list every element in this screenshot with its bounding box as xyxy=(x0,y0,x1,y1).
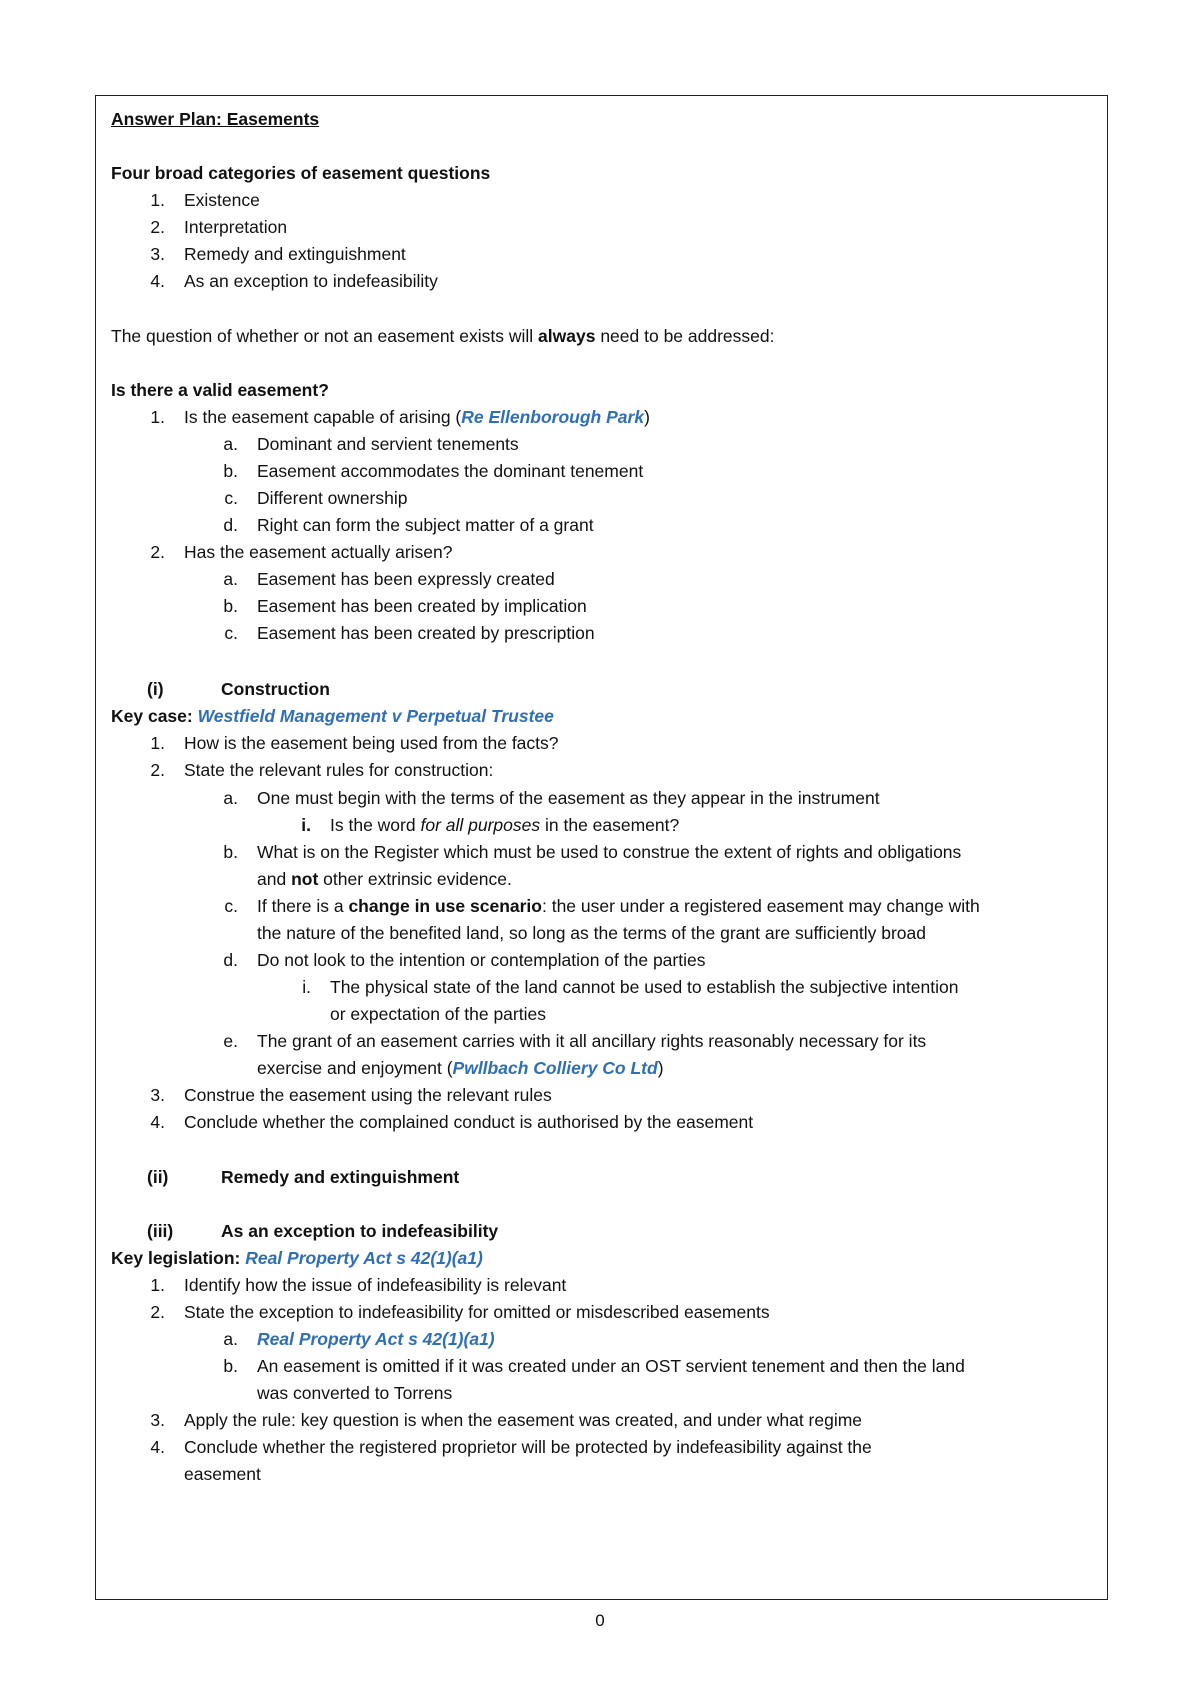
list-item: Easement has been created by implication xyxy=(257,596,587,616)
list-roman: i. xyxy=(302,977,311,997)
list-letter: c. xyxy=(224,488,238,508)
list-item: Apply the rule: key question is when the easement was created, and under what regime xyxy=(184,1410,863,1430)
list-item: State the relevant rules for construction: xyxy=(184,760,494,780)
list-item: Is the easement capable of arising (Re Ellenborough Park) xyxy=(184,407,650,427)
list-letter: b. xyxy=(223,461,238,481)
list-item: Conclude whether the registered proprietor will be protected by indefeasibility against the xyxy=(184,1437,872,1457)
case-citation: Westfield Management v Perpetual Trustee xyxy=(197,706,554,726)
list-item: Easement has been created by prescription xyxy=(257,623,595,643)
list-item: Is the word for all purposes in the easement? xyxy=(330,815,680,835)
list-item-continuation: or expectation of the parties xyxy=(330,1004,546,1024)
section-number: (i) xyxy=(147,679,164,699)
list-letter: d. xyxy=(223,950,238,970)
list-item-continuation: was converted to Torrens xyxy=(257,1383,453,1403)
section-heading: Construction xyxy=(221,679,330,699)
list-item: An easement is omitted if it was created under an OST servient tenement and then the land xyxy=(257,1356,965,1376)
list-item: Easement accommodates the dominant tenement xyxy=(257,461,644,481)
list-number: 2. xyxy=(150,217,165,237)
list-number: 1. xyxy=(150,407,165,427)
list-item: As an exception to indefeasibility xyxy=(184,271,438,291)
list-item: Interpretation xyxy=(184,217,288,237)
list-item: The physical state of the land cannot be used to establish the subjective intention xyxy=(330,977,959,997)
list-item: Identify how the issue of indefeasibility is relevant xyxy=(184,1275,567,1295)
key-legislation-line: Key legislation: Real Property Act s 42(1)(a1) xyxy=(111,1248,483,1268)
list-letter: c. xyxy=(224,623,238,643)
list-number: 4. xyxy=(150,1437,165,1457)
list-item: The grant of an easement carries with it all ancillary rights reasonably necessary for its xyxy=(257,1031,927,1051)
list-number: 2. xyxy=(150,760,165,780)
list-number: 4. xyxy=(150,271,165,291)
list-item: One must begin with the terms of the easement as they appear in the instrument xyxy=(257,788,880,808)
list-number: 3. xyxy=(150,1085,165,1105)
section-number: (iii) xyxy=(147,1221,174,1241)
section-heading: Remedy and extinguishment xyxy=(221,1167,460,1187)
legislation-citation: Real Property Act s 42(1)(a1) xyxy=(245,1248,483,1268)
list-roman: i. xyxy=(301,815,311,835)
list-letter: a. xyxy=(223,1329,238,1349)
list-number: 1. xyxy=(150,733,165,753)
list-number: 1. xyxy=(150,1275,165,1295)
list-letter: b. xyxy=(223,1356,238,1376)
case-citation: Pwllbach Colliery Co Ltd xyxy=(452,1058,658,1078)
list-item: Different ownership xyxy=(257,488,408,508)
list-item-continuation: exercise and enjoyment (Pwllbach Colliery Co Ltd) xyxy=(257,1058,664,1078)
section-number: (ii) xyxy=(147,1167,169,1187)
list-item: Has the easement actually arisen? xyxy=(184,542,453,562)
list-number: 2. xyxy=(150,1302,165,1322)
list-item: State the exception to indefeasibility for omitted or misdescribed easements xyxy=(184,1302,770,1322)
list-letter: b. xyxy=(223,842,238,862)
list-item: Right can form the subject matter of a grant xyxy=(257,515,594,535)
case-citation: Re Ellenborough Park xyxy=(461,407,645,427)
document-title: Answer Plan: Easements xyxy=(111,109,320,129)
list-item: Conclude whether the complained conduct is authorised by the easement xyxy=(184,1112,754,1132)
page-number: 0 xyxy=(595,1611,605,1630)
intro-paragraph: The question of whether or not an easement exists will always need to be addressed: xyxy=(111,326,775,346)
list-letter: e. xyxy=(223,1031,238,1051)
list-item: Remedy and extinguishment xyxy=(184,244,406,264)
list-item: Do not look to the intention or contemplation of the parties xyxy=(257,950,706,970)
section-heading: As an exception to indefeasibility xyxy=(221,1221,499,1241)
legislation-citation: Real Property Act s 42(1)(a1) xyxy=(257,1329,495,1349)
list-letter: d. xyxy=(223,515,238,535)
list-item: Existence xyxy=(184,190,260,210)
list-letter: c. xyxy=(224,896,238,916)
list-item-continuation: easement xyxy=(184,1464,261,1484)
list-item: What is on the Register which must be used to construe the extent of rights and obligations xyxy=(257,842,962,862)
list-number: 3. xyxy=(150,1410,165,1430)
list-letter: b. xyxy=(223,596,238,616)
list-item: How is the easement being used from the facts? xyxy=(184,733,559,753)
list-number: 4. xyxy=(150,1112,165,1132)
list-item-continuation: and not other extrinsic evidence. xyxy=(257,869,512,889)
list-item-continuation: the nature of the benefited land, so long as the terms of the grant are sufficiently broad xyxy=(257,923,926,943)
valid-easement-heading: Is there a valid easement? xyxy=(111,380,329,400)
list-letter: a. xyxy=(223,788,238,808)
list-number: 2. xyxy=(150,542,165,562)
list-number: 3. xyxy=(150,244,165,264)
list-item: Construe the easement using the relevant rules xyxy=(184,1085,552,1105)
list-letter: a. xyxy=(223,434,238,454)
list-item: Easement has been expressly created xyxy=(257,569,555,589)
list-letter: a. xyxy=(223,569,238,589)
list-item: Dominant and servient tenements xyxy=(257,434,519,454)
list-number: 1. xyxy=(150,190,165,210)
list-item: If there is a change in use scenario: the user under a registered easement may change with xyxy=(257,896,980,916)
key-case-line: Key case: Westfield Management v Perpetual Trustee xyxy=(111,706,554,726)
categories-heading: Four broad categories of easement questions xyxy=(111,163,491,183)
